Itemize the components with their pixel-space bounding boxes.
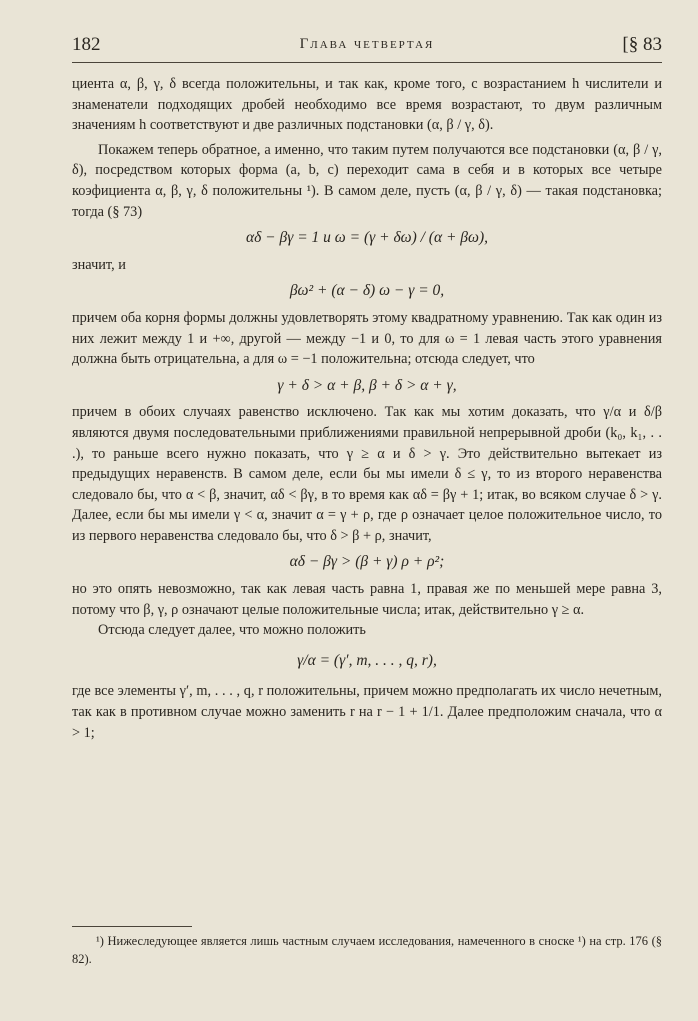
equation: γ + δ > α + β, β + δ > α + γ, [277,376,457,394]
paragraph: где все элементы γ′, m, . . . , q, r положительны, причем можно предполагать их число нечетным, так как в противном случае можно заменить r на r − 1 + 1/1. Далее предположим сначала, что α > 1; [72,683,662,741]
page-header [72,34,662,60]
equation: αδ − βγ = 1 и ω = (γ + δω) / (α + βω), [245,229,489,247]
equation: αδ − βγ > (β + γ) ρ + ρ²; [289,553,445,571]
main-text [72,74,662,743]
equation: βω² + (α − δ) ω − γ = 0, [289,282,445,300]
paragraph: Отсюда следует далее, что можно положить [98,622,366,639]
header-rule [72,62,662,63]
footnote-rule [72,926,192,927]
page-number: 182 [72,34,101,55]
paragraph: причем в обоих случаях равенство исключено. Так как мы хотим доказать, что γ/α и δ/β являются двумя последовательными приближениями правильной непрерывной дроби (k₀, k₁, . . .), то раньше всего нужно показать, что γ ≥ α и δ > γ. Это действительно вытекает из предыдущих неравенств. В самом деле, если бы мы имели δ ≤ γ, то из второго неравенства следовало бы, что α < β, значит, αδ < βγ, в то время как αδ = βγ + 1; итак, во всяком случае δ > γ. Далее, если бы мы имели γ < α, значит α = γ + ρ, где ρ означает целое положительное число, то из первого неравенства следовало бы, что δ > β + ρ, значит, [72,404,662,544]
paragraph: но это опять невозможно, так как левая часть равна 1, правая же по меньшей мере равна 3, потому что β, γ, ρ означают целые положительные числа; итак, действительно γ ≥ α. [72,581,662,618]
chapter-title: Глава четвертая [299,36,435,52]
paragraph: циента α, β, γ, δ всегда положительны, и так как, кроме того, с возрастанием h числители и знаменатели подходящих дробей необходимо все время возрастают, то двум различным значениям h соответствуют и две различных подстановки (α, β / γ, δ). [72,76,662,134]
paragraph: причем оба корня формы должны удовлетворять этому квадратному уравнению. Так как один из них лежит между 1 и +∞, другой — между −1 и 0, то для ω = 1 левая часть этого уравнения должна быть отрицательна, а для ω = −1 положительна; отсюда следует, что [72,309,662,368]
footnote: ¹) Нижеследующее является лишь частным случаем исследования, намеченного в сноске ¹) на стр. 176 (§ 82). [72,934,662,966]
paragraph: значит, и [72,256,126,273]
paragraph: Покажем теперь обратное, а именно, что таким путем получаются все подстановки (α, β / γ, δ), посредством которых форма (a, b, c) переходит сама в себя и в которых все четыре коэфициента α, β, γ, δ положительны ¹). В самом деле, пусть (α, β / γ, δ) — такая подстановка; тогда (§ 73) [72,141,662,220]
equation: γ/α = (γ′, m, . . . , q, r), [297,651,437,669]
section-number: [§ 83 [622,34,662,55]
